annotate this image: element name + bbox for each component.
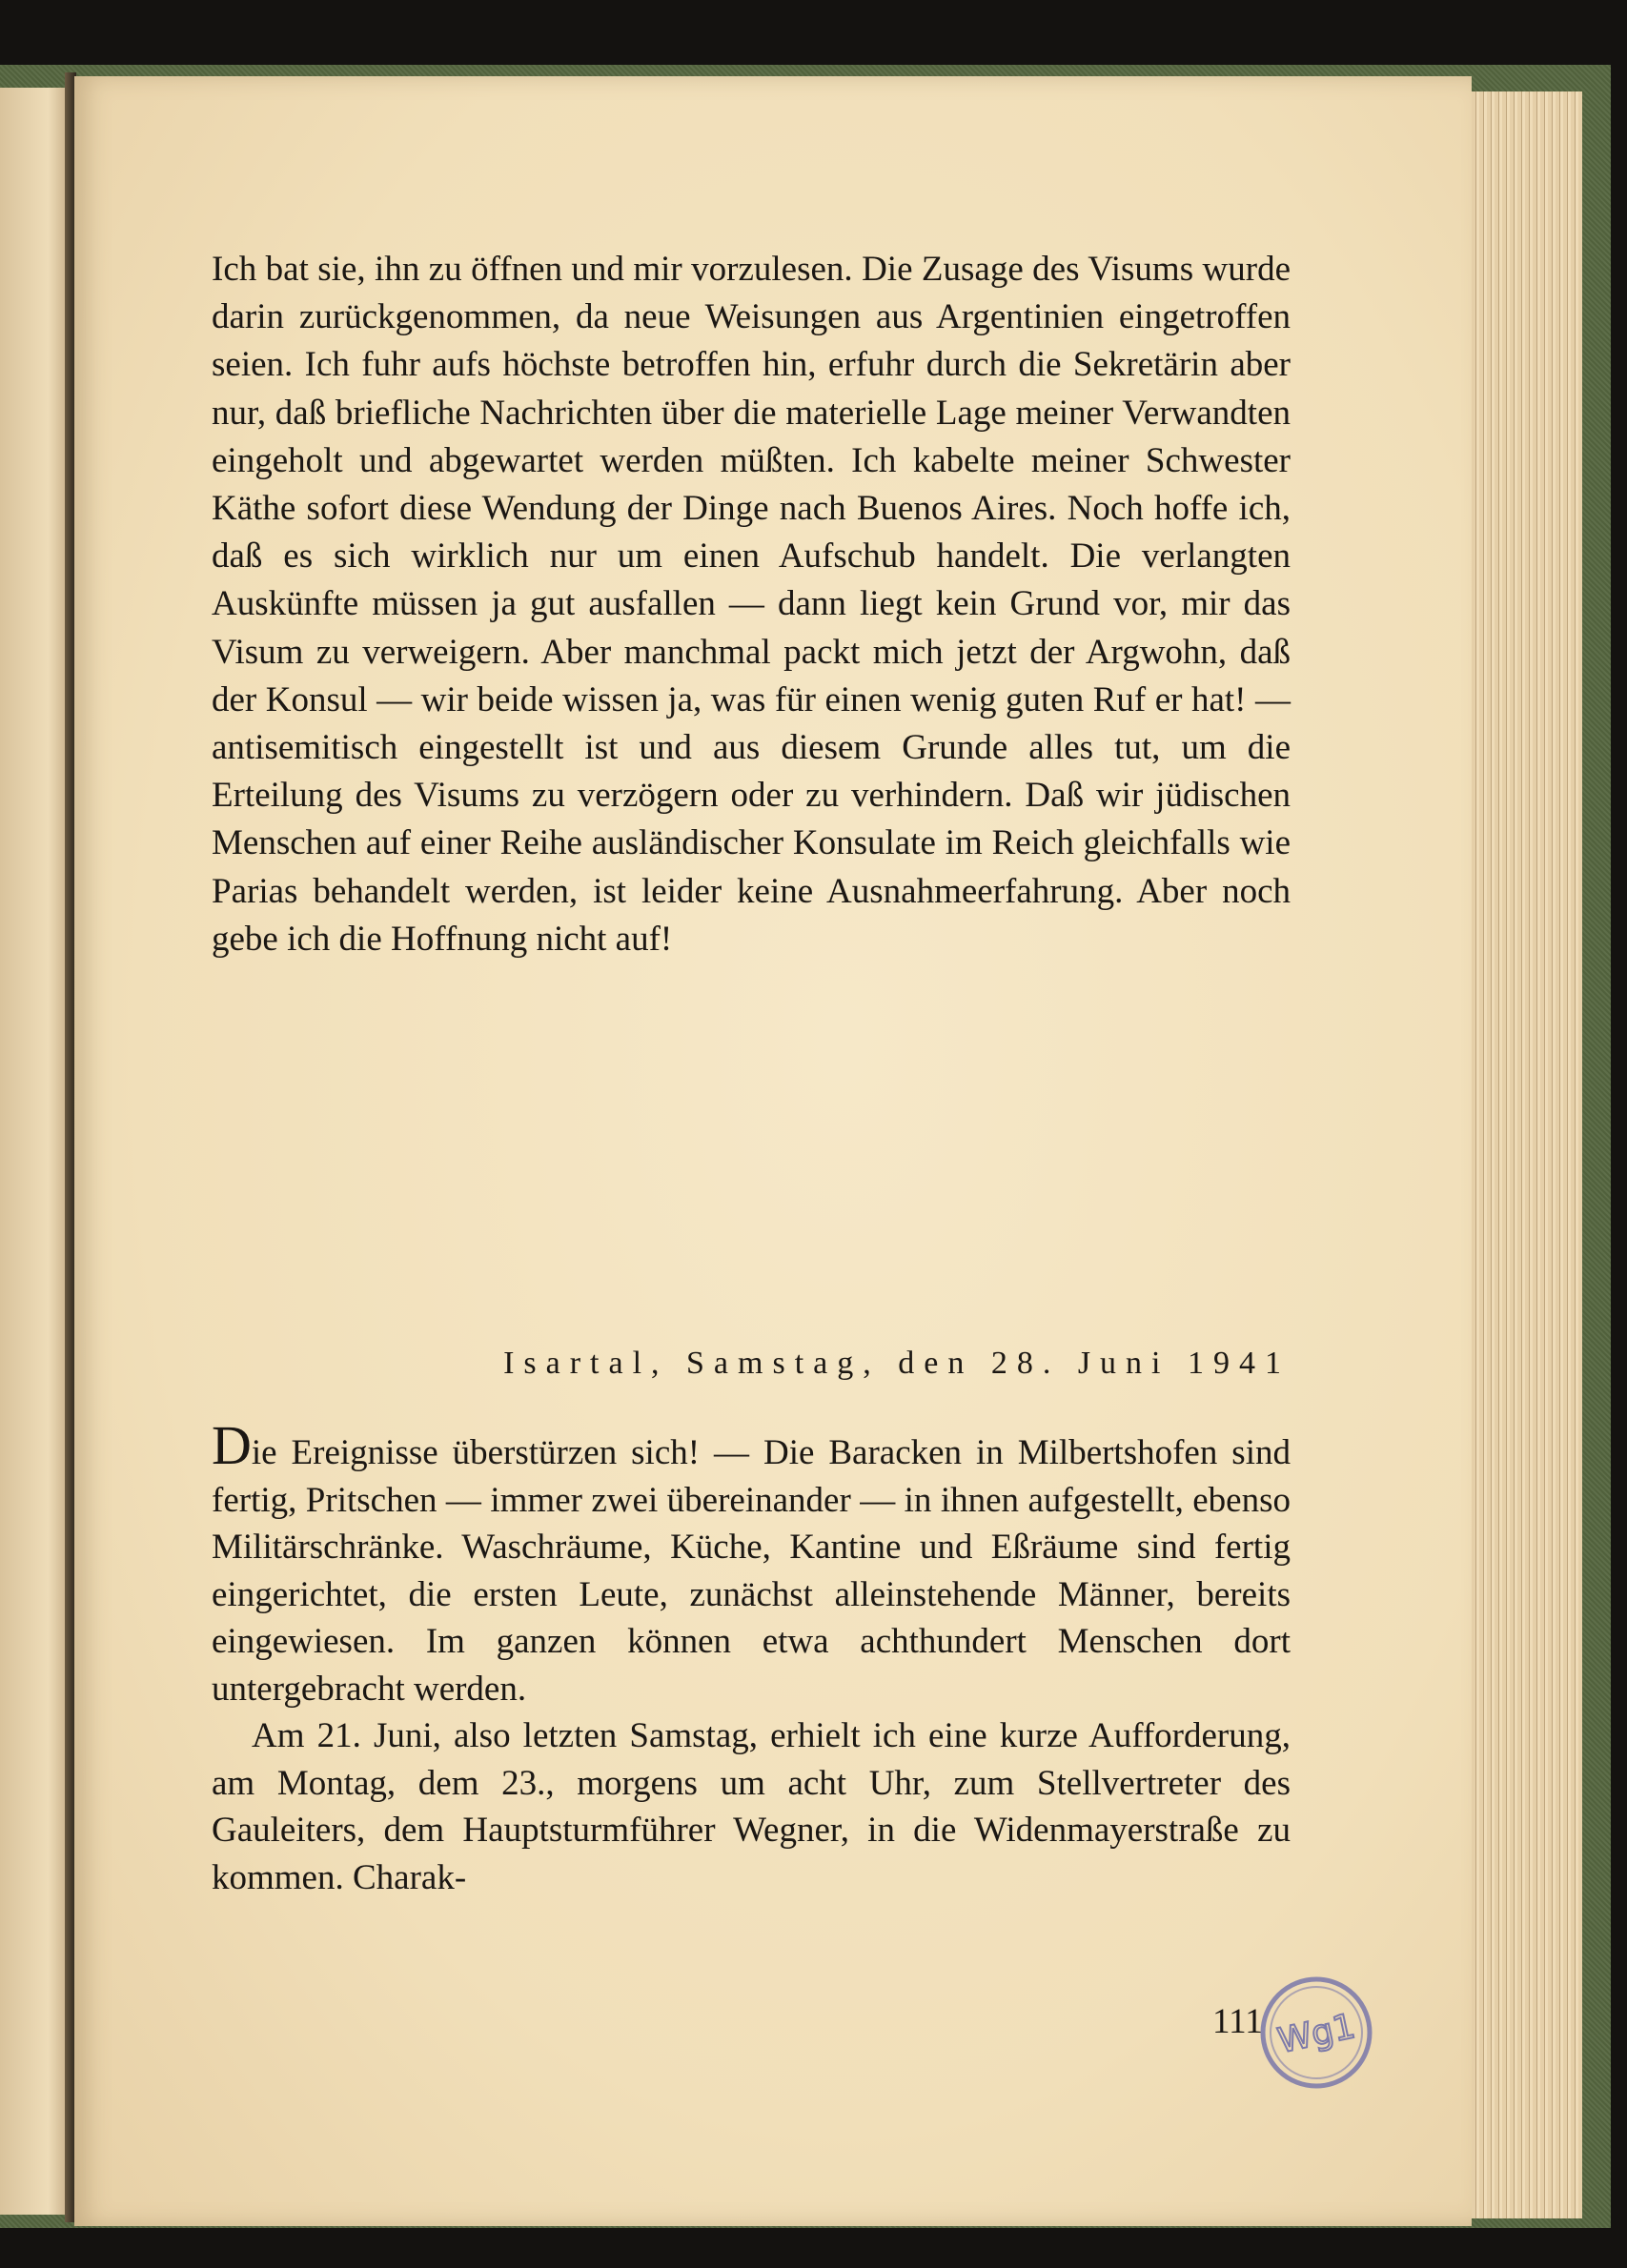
paragraph-text: ie Ereignisse überstürzen sich! — Die Baracken in Milbertshofen sind fertig, Pritschen — immer zwei übereinander — in ihnen aufgestellt, ebenso Militärschränke. Waschräume, Küche, Kantine und Eßräume sind fertig eingerichtet, die ersten Leute, zunächst alleinstehende Männer, bereits eingewiesen. Im ganzen können etwa achthundert Menschen dort untergebracht werden. bbox=[212, 1433, 1291, 1709]
text-block-top bbox=[212, 246, 1291, 963]
text-block-bottom bbox=[212, 1414, 1291, 1901]
library-stamp-icon bbox=[1256, 1973, 1376, 2093]
page-number: 111 bbox=[1212, 2002, 1263, 2041]
paragraph: Ich bat sie, ihn zu öffnen und mir vorzulesen. Die Zusage des Visums wurde darin zurückgenommen, da neue Weisungen aus Argentinien eingetroffen seien. Ich fuhr aufs höchste betroffen hin, erfuhr durch die Sekretärin aber nur, daß briefliche Nachrichten über die materielle Lage meiner Verwandten eingeholt und abgewartet werden müßten. Ich kabelte meiner Schwester Käthe sofort diese Wendung der Dinge nach Buenos Aires. Noch hoffe ich, daß es sich wirklich nur um einen Aufschub handelt. Die verlangten Auskünfte müssen ja gut ausfallen — dann liegt kein Grund vor, mir das Visum zu verweigern. Aber manchmal packt mich jetzt der Argwohn, daß der Konsul — wir beide wissen ja, was für einen wenig guten Ruf er hat! — antisemitisch eingestellt ist und aus diesem Grunde alles tut, um die Erteilung des Visums zu verzögern oder zu verhindern. Daß wir jüdischen Menschen auf einer Reihe ausländischer Konsulate im Reich gleichfalls wie Parias behandelt werden, ist leider keine Ausnahmeerfahrung. Aber noch gebe ich die Hoffnung nicht auf! bbox=[212, 250, 1291, 959]
diary-dateline: Isartal, Samstag, den 28. Juni 1941 bbox=[503, 1346, 1291, 1381]
paragraph: Am 21. Juni, also letzten Samstag, erhielt ich eine kurze Aufforderung, am Montag, dem 23., morgens um acht Uhr, zum Stellvertreter des Gauleiters, dem Hauptsturmführer Wegner, in die Widenmayerstraße zu kommen. Charak- bbox=[212, 1716, 1291, 1897]
paragraph bbox=[212, 1414, 1291, 1712]
drop-cap: D bbox=[212, 1414, 252, 1476]
stamp-text: Wg1 bbox=[1274, 2006, 1359, 2061]
page-edges-stack bbox=[1464, 91, 1582, 2218]
facing-page-edge bbox=[0, 88, 69, 2215]
